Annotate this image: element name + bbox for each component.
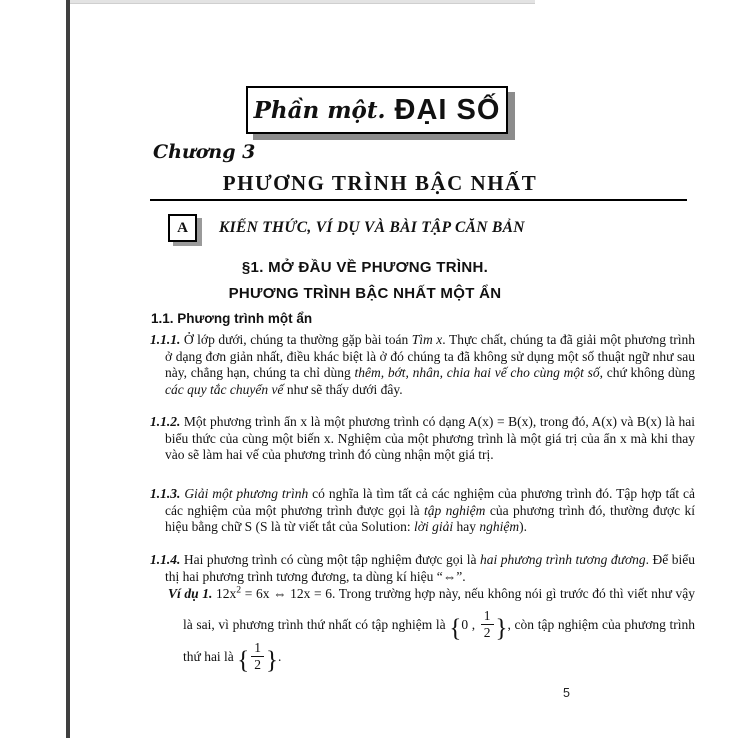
lesson-heading-line2: PHƯƠNG TRÌNH BẬC NHẤT MỘT ẨN (228, 285, 502, 302)
paragraph-1-1-1: 1.1.1. Ở lớp dưới, chúng ta thường gặp bài toán Tìm x. Thực chất, chúng ta đã giải một phương trình ở dạng đơn giản nhất, điều khác biệt là ở đó chúng ta đã không sử dụng một số thuật ngữ như sau này, chẳng hạn, chúng ta chỉ dùng thêm, bớt, nhân, chia hai vế cho cùng một số, chứ không dùng các quy tắc chuyển vế như sẽ thấy dưới đây. (150, 332, 695, 397)
book-spine-line (66, 0, 70, 738)
paragraph-1-1-2: 1.1.2. Một phương trình ẩn x là một phương trình có dạng A(x) = B(x), trong đó, A(x) và B(x) là hai biểu thức của cùng một biến x. Nghiệm của một phương trình là một giá trị của ẩn x mà khi thay vào sẽ làm hai vế của phương trình đó cùng nhận một giá trị. (150, 414, 695, 462)
part-label: Phần một. (253, 96, 386, 124)
section-a-header (168, 214, 525, 242)
page-number: 5 (563, 686, 570, 700)
chapter-title: PHƯƠNG TRÌNH BẬC NHẤT (222, 171, 538, 195)
lesson-heading (0, 255, 730, 307)
paragraph-1-1-3: 1.1.3. Giải một phương trình có nghĩa là tìm tất cả các nghiệm của phương trình đó. Tập hợp tất cả các nghiệm của một phương trình được gọi là tập nghiệm của phương trình đó, thường được kí hiệu bằng chữ S (S là từ viết tắt của Solution: lời giải hay nghiệm). (150, 486, 696, 534)
section-a-title: KIẾN THỨC, VÍ DỤ VÀ BÀI TẬP CĂN BẢN (219, 219, 525, 236)
lesson-heading-line1: §1. MỞ ĐẦU VỀ PHƯƠNG TRÌNH. (241, 259, 489, 276)
fraction: $\frac{1}{2}$ (481, 609, 494, 640)
part-title: ĐẠI SỐ (394, 93, 501, 126)
page-top-edge (70, 0, 535, 4)
fraction: $\frac{1}{2}$ (251, 641, 264, 672)
chapter-title-underline (150, 199, 687, 201)
subsection-heading: 1.1. Phương trình một ẩn (151, 311, 313, 326)
example-1-paragraph: Ví dụ 1. $12x^2 = 6x$ ⇔ 12x = 6. Trong trường hợp này, nếu không nói gì trước đó thì viết như vậy là sai, vì phương trình thứ nhất có tập nghiệm là {0 , $\frac{1}{2}$ }, còn tập nghiệm của phương trình thứ hai là { $\frac{1}{2}$ }. (168, 584, 696, 674)
chapter-label: Chương 3 (153, 141, 256, 163)
part-title-box (246, 86, 508, 134)
paragraph-1-1-4: 1.1.4. Hai phương trình có cùng một tập nghiệm được gọi là hai phương trình tương đương. Để biểu thị hai phương trình tương đương, ta dùng kí hiệu “⇔”. (150, 552, 696, 584)
section-a-badge: A (168, 214, 197, 242)
